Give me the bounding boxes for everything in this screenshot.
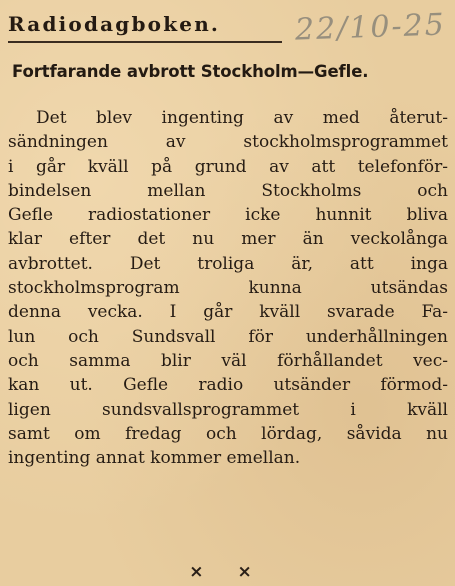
handwritten-date: 22/10-25	[294, 7, 447, 48]
article-headline: Fortfarande avbrott Stockholm—Gefle.	[12, 62, 369, 81]
article-line: Det blev ingenting av med återut-	[36, 108, 448, 128]
article-line: klar efter det nu mer än veckolånga	[8, 229, 448, 250]
article-line: i går kväll på grund av att telefonför-	[8, 156, 448, 177]
article-body	[8, 106, 448, 470]
article-line: bindelsen mellan Stockholms och	[8, 180, 448, 201]
clipping-header	[8, 6, 453, 52]
article-line: lun och Sundsvall för underhållningen	[8, 326, 448, 347]
article-line: avbrottet. Det troliga är, att inga	[8, 253, 448, 274]
article-line: stockholmsprogram kunna utsändas	[8, 278, 448, 299]
article-line: kan ut. Gefle radio utsänder förmod-	[8, 375, 448, 396]
title-underline	[8, 41, 282, 43]
article-line: Gefle radiostationer icke hunnit bliva	[8, 205, 448, 226]
end-mark: × ×	[189, 562, 266, 582]
article-line: denna vecka. I går kväll svarade Fa-	[8, 302, 448, 323]
article-line: sändningen av stockholmsprogrammet	[8, 132, 448, 153]
article-line: ingenting annat kommer emellan.	[8, 448, 301, 469]
article-line: ligen sundsvallsprogrammet i kväll	[8, 399, 448, 420]
article-line: samt om fredag och lördag, såvida nu	[8, 423, 448, 444]
section-title: Radiodagboken.	[8, 12, 221, 36]
article-line: och samma blir väl förhållandet vec-	[8, 350, 448, 371]
